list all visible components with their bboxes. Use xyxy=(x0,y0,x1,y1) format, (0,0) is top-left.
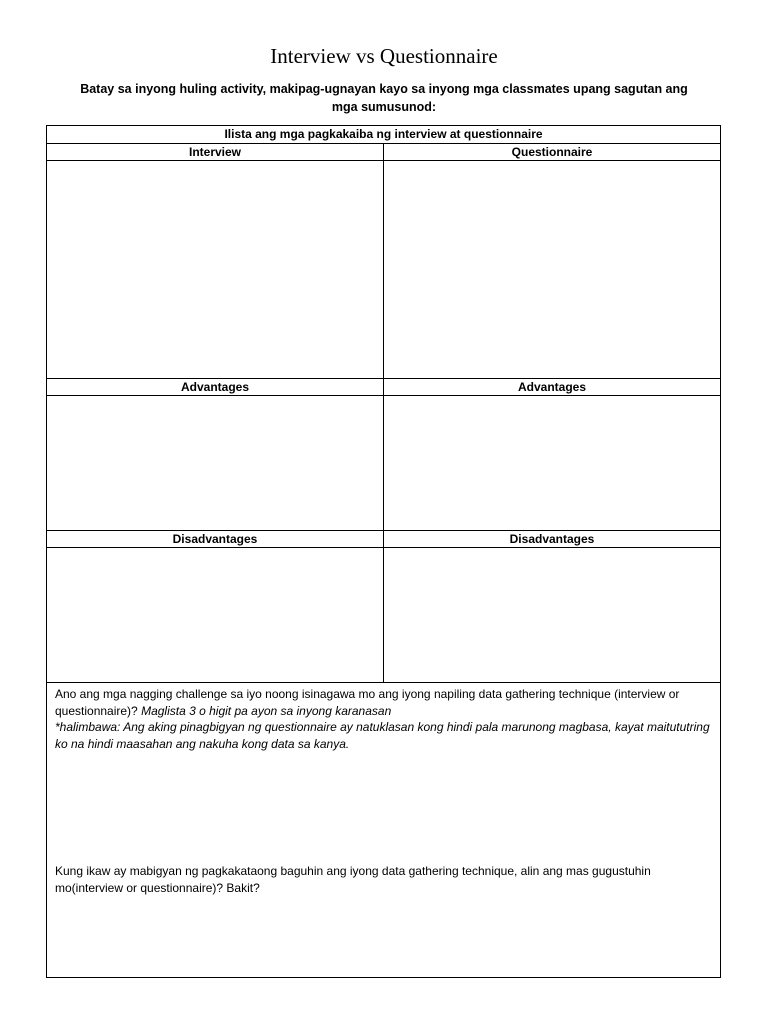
table-header: Ilista ang mga pagkakaiba ng interview at questionnaire xyxy=(224,127,543,141)
challenge-question-text: Ano ang mga nagging challenge sa iyo noong isinagawa mo ang iyong napiling data gathering technique (interview or questionnaire)? xyxy=(55,687,680,718)
interview-answer-cell[interactable] xyxy=(47,161,384,378)
questionnaire-column-header: Questionnaire xyxy=(511,145,593,159)
page-title: Interview vs Questionnaire xyxy=(270,44,498,68)
change-technique-question-text: Kung ikaw ay mabigyan ng pagkakataong baguhin ang iyong data gathering technique, alin ang mas gugustuhin mo(interview or questionnaire)? Bakit? xyxy=(55,864,651,895)
change-technique-question xyxy=(55,863,712,896)
worksheet-table xyxy=(46,125,721,978)
interview-column-header: Interview xyxy=(47,144,384,160)
interview-advantages-cell[interactable] xyxy=(47,396,384,530)
advantages-answer-row xyxy=(47,396,720,531)
interview-disadvantages-cell[interactable] xyxy=(47,548,384,682)
disadvantages-answer-row xyxy=(47,548,720,683)
questionnaire-disadvantages-label: Disadvantages xyxy=(509,532,595,546)
interview-advantages-label: Advantages xyxy=(47,379,384,395)
differences-answer-row xyxy=(47,161,720,379)
challenge-question xyxy=(55,686,712,752)
questionnaire-advantages-cell[interactable] xyxy=(384,396,720,530)
table-header-row xyxy=(47,126,720,144)
questionnaire-answer-cell[interactable] xyxy=(384,161,720,378)
reflection-questions-box[interactable] xyxy=(47,683,720,977)
column-header-row xyxy=(47,144,720,161)
questionnaire-advantages-label: Advantages xyxy=(517,380,587,394)
disadvantages-header-row xyxy=(47,531,720,548)
questionnaire-disadvantages-cell[interactable] xyxy=(384,548,720,682)
advantages-header-row xyxy=(47,379,720,396)
instructions-text: Batay sa inyong huling activity, makipag-ugnayan kayo sa inyong mga classmates upang sagutan ang mga sumusunod: xyxy=(80,82,688,114)
challenge-question-instruction: Maglista 3 o higit pa ayon sa inyong karanasan xyxy=(141,703,392,718)
interview-disadvantages-label: Disadvantages xyxy=(47,531,384,547)
challenge-question-example: *halimbawa: Ang aking pinagbigyan ng questionnaire ay natuklasan kong hindi pala marunong magbasa, kayat maitututring ko na hindi maasahan ang nakuha kong data sa kanya. xyxy=(55,720,710,751)
